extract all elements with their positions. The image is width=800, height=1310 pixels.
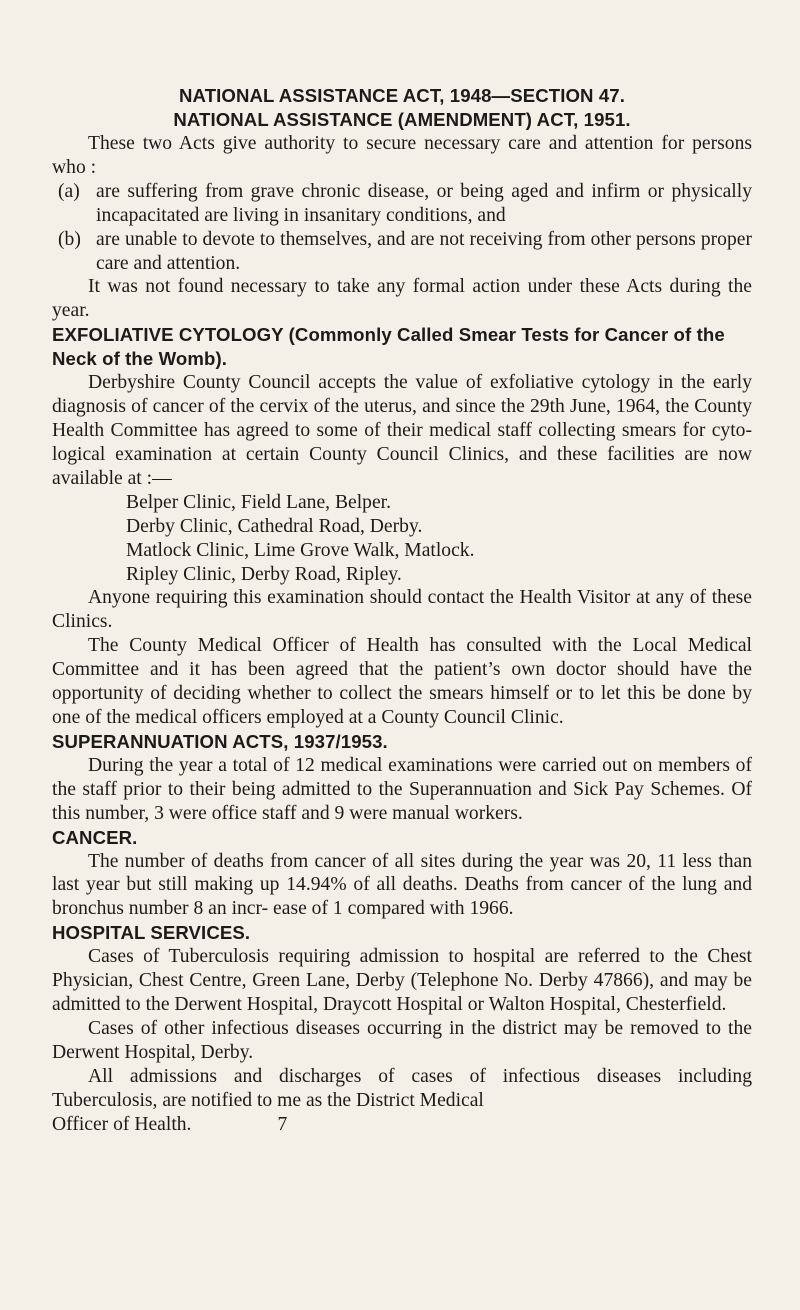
national-assistance-closing: It was not found necessary to take any formal action under these Acts during the year. xyxy=(52,276,752,322)
cancer-paragraph: The number of deaths from cancer of all sites during the year was 20, 11 less than last year but still making up 14.94% of all deaths. Deaths from cancer of the lung and bronchus number 8 an incr- ease of 1 compared with 1966. xyxy=(52,850,752,920)
superannuation-paragraph: During the year a total of 12 medical examinations were carried out on members of the staff prior to their being admitted to the Superannuation and Sick Pay Schemes. Of this number, 3 were office staff and 9 were manual workers. xyxy=(52,754,752,824)
hospital-paragraph-3-end: Officer of Health. xyxy=(52,1113,192,1135)
page-number: 7 xyxy=(277,1113,288,1135)
heading-cancer: CANCER. xyxy=(52,826,138,848)
cytology-paragraph-3: The County Medical Officer of Health has consulted with the Local Medical Committee and it has been agreed that the patient’s own doctor should have the opportunity of deciding whether to collect the smears himself or to let this be done by one of the medical officers employed at a County Council Clinic. xyxy=(52,635,752,728)
clinic-item: Ripley Clinic, Derby Road, Ripley. xyxy=(126,563,402,585)
clinic-list xyxy=(52,491,752,587)
clinic-item: Matlock Clinic, Lime Grove Walk, Matlock. xyxy=(126,539,475,561)
hospital-paragraph-3: All admissions and discharges of cases of infectious diseases including Tuberculosis, are notified to me as the District Medical xyxy=(52,1065,752,1111)
heading-superannuation-acts: SUPERANNUATION ACTS, 1937/1953. xyxy=(52,730,388,752)
conditions-list xyxy=(52,180,752,276)
final-line xyxy=(52,1113,752,1137)
heading-exfoliative-cytology: EXFOLIATIVE CYTOLOGY (Commonly Called Smear Tests for Cancer of the Neck of the Womb). xyxy=(52,324,725,370)
condition-text: are unable to devote to themselves, and are not receiving from other persons proper care and attention. xyxy=(96,228,752,274)
condition-a xyxy=(52,180,752,228)
heading-national-assistance-act-1948: NATIONAL ASSISTANCE ACT, 1948—SECTION 47. xyxy=(179,85,625,106)
heading-hospital-services: HOSPITAL SERVICES. xyxy=(52,922,251,944)
cytology-paragraph-1: Derbyshire County Council accepts the value of exfoliative cytology in the early diagnosis of cancer of the cervix of the uterus, and since the 29th June, 1964, the County Health Committee has agreed to some of their medical staff collecting smears for cyto- logical examination at certain County Council Clinics, and these facilities are now available at :— xyxy=(52,372,752,489)
national-assistance-intro: These two Acts give authority to secure necessary care and attention for persons who : xyxy=(52,133,752,178)
condition-label: (a) xyxy=(58,180,80,202)
document-page xyxy=(52,84,752,1137)
hospital-paragraph-2: Cases of other infectious diseases occurring in the district may be removed to the Derwent Hospital, Derby. xyxy=(52,1018,752,1063)
hospital-paragraph-1: Cases of Tuberculosis requiring admission to hospital are referred to the Chest Physician, Chest Centre, Green Lane, Derby (Telephone No. Derby 47866), and may be admitted to the Derwent Hospital, Draycott Hospital or Walton Hospital, Chesterfield. xyxy=(52,946,752,1016)
heading-national-assistance-amendment-act-1951: NATIONAL ASSISTANCE (AMENDMENT) ACT, 1951. xyxy=(173,109,631,130)
clinic-item: Belper Clinic, Field Lane, Belper. xyxy=(126,491,391,513)
clinic-item: Derby Clinic, Cathedral Road, Derby. xyxy=(126,515,423,537)
condition-b xyxy=(52,228,752,276)
condition-label: (b) xyxy=(58,228,81,250)
cytology-paragraph-2: Anyone requiring this examination should contact the Health Visitor at any of these Clinics. xyxy=(52,587,752,633)
condition-text: are suffering from grave chronic disease, or being aged and infirm or physically incapacitated are living in insanitary conditions, and xyxy=(96,180,752,226)
